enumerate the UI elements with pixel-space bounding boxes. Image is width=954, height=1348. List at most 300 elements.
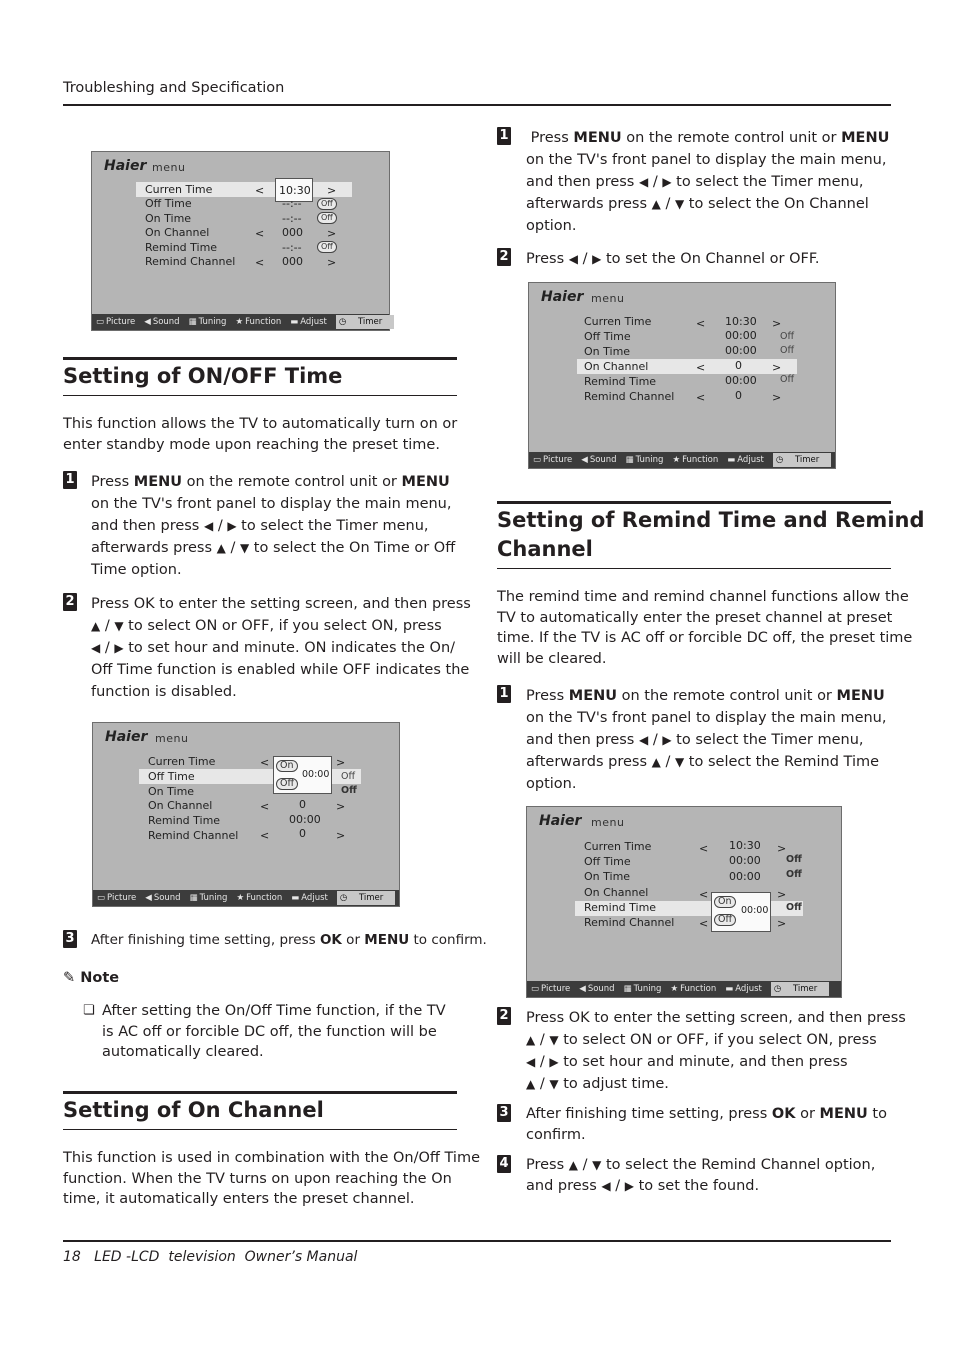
lt: < <box>699 917 709 930</box>
t: on the remote control unit or <box>182 474 402 490</box>
lt: < <box>260 756 270 769</box>
value-on-channel: 000 <box>282 226 303 239</box>
up-arrow-icon: ▲ <box>526 1077 536 1091</box>
lt: < <box>696 317 706 330</box>
t: and then press <box>91 518 204 534</box>
step-3-onoff <box>91 929 487 951</box>
right-arrow-icon: ▶ <box>549 1055 559 1069</box>
footer-rule <box>63 1240 891 1242</box>
star-icon: ★ <box>236 893 245 903</box>
t: to set the found. <box>638 1177 760 1194</box>
bar-timer-label: Timer <box>357 317 383 327</box>
off-word: Off <box>786 869 802 880</box>
t: to select the On Channel <box>688 196 869 212</box>
t: The remind time and remind channel functions allow the <box>497 589 909 605</box>
step-number-4: 4 <box>497 1155 511 1173</box>
bar-timer-label: Timer <box>794 455 820 465</box>
right-arrow-icon: ▶ <box>662 733 672 747</box>
lt: < <box>696 391 706 404</box>
down-arrow-icon: ▼ <box>549 1033 559 1047</box>
t: MENU <box>568 688 618 704</box>
t: / <box>213 518 228 534</box>
t: MENU <box>819 1106 868 1122</box>
on-pill: On <box>714 896 736 908</box>
t: to adjust time. <box>563 1076 669 1092</box>
step-number-3: 3 <box>63 930 77 948</box>
t: After finishing time setting, press <box>526 1106 772 1122</box>
menu-word: menu <box>152 161 186 174</box>
t: function. When the TV turns on upon reaching the On <box>63 1170 452 1187</box>
value-clock: 00:00 <box>302 769 330 780</box>
label-on-channel: On Channel <box>584 360 649 373</box>
intro-remind <box>497 587 912 669</box>
grid-icon: ▦ <box>189 893 198 903</box>
label-remind-time: Remind Time <box>148 814 221 827</box>
t: Press <box>526 688 569 704</box>
step-number-2: 2 <box>497 248 511 266</box>
t: This function is used in combination with the On/Off Time <box>63 1150 481 1166</box>
gt: > <box>772 391 782 404</box>
up-arrow-icon: ▲ <box>568 1158 579 1172</box>
t: is AC off or forcible DC off, the function will be <box>102 1023 437 1040</box>
step-2-onoff <box>91 593 471 703</box>
adjust-icon: ▬ <box>725 984 734 994</box>
lt: < <box>255 256 265 269</box>
menu-word: menu <box>591 816 625 829</box>
left-arrow-icon: ◀ <box>638 175 649 189</box>
label-remind-channel: Remind Channel <box>584 390 675 403</box>
value-remind-time: --:-- <box>282 241 302 254</box>
t: Press <box>91 474 134 490</box>
t: to select the Remind Channel option, <box>605 1157 876 1173</box>
grid-icon: ▦ <box>188 317 197 327</box>
off-word: Off <box>780 345 795 356</box>
t: / <box>535 1032 550 1048</box>
intro-line: enter standby mode upon reaching the preset time. <box>63 436 440 453</box>
bar-tuning: Tuning <box>633 984 662 994</box>
bar-adjust: Adjust <box>300 317 327 327</box>
t: / <box>225 540 240 556</box>
clock-icon: ◷ <box>339 893 350 903</box>
bar-timer <box>773 453 831 467</box>
t: MENU <box>364 932 410 948</box>
bar-function: Function <box>680 984 717 994</box>
page-footer: 18 LED -LCD television Owner’s Manual <box>63 1249 358 1265</box>
haier-logo: Haier <box>539 813 582 829</box>
bar-sound: Sound <box>153 893 181 903</box>
t: to select the On Time or Off <box>253 540 456 556</box>
star-icon: ★ <box>672 455 681 465</box>
lt: < <box>255 227 265 240</box>
label-curren-time: Curren Time <box>145 183 213 196</box>
off-word: Off <box>786 854 802 865</box>
running-header: Troubleshing and Specification <box>63 80 285 96</box>
star-icon: ★ <box>670 984 679 994</box>
on-pill: On <box>276 760 298 772</box>
t: to select ON or OFF, if you select ON, press <box>563 1032 877 1048</box>
bar-function: Function <box>682 455 719 465</box>
t: or <box>795 1106 820 1122</box>
bar-timer <box>336 315 394 329</box>
t: afterwards press <box>526 754 652 770</box>
label-on-channel: On Channel <box>148 799 213 812</box>
checkbox-icon: ❏ <box>83 1003 95 1018</box>
t: and press <box>526 1177 602 1194</box>
t: afterwards press <box>526 196 652 212</box>
t: to set hour and minute. ON indicates the On/ <box>128 640 456 656</box>
t: Time option. <box>91 562 182 578</box>
off-word: Off <box>780 331 795 342</box>
value-off-time: 00:00 <box>729 854 761 867</box>
right-arrow-icon: ▶ <box>662 175 672 189</box>
t: time, it automatically enters the preset channel. <box>63 1191 415 1207</box>
note-text <box>102 1001 446 1063</box>
bar-adjust: Adjust <box>735 984 762 994</box>
gt: > <box>777 917 787 930</box>
label-on-time: On Time <box>148 785 195 798</box>
header-rule <box>63 104 891 106</box>
label-on-time: On Time <box>145 212 192 225</box>
t: OK <box>771 1106 796 1122</box>
value-curren-time: 10:30 <box>729 839 761 852</box>
bar-adjust: Adjust <box>301 893 328 903</box>
menu-screenshot-offtime <box>92 722 400 907</box>
t: Press <box>526 1157 569 1173</box>
step-1-onchannel <box>526 127 889 237</box>
section-bottom-rule <box>63 395 457 396</box>
picture-icon: ▭ <box>96 317 105 327</box>
haier-logo: Haier <box>104 158 147 174</box>
t: Press <box>530 130 574 146</box>
up-arrow-icon: ▲ <box>651 197 661 211</box>
t: on the remote control unit or <box>621 130 842 146</box>
right-arrow-icon: ▶ <box>592 252 602 266</box>
t: / <box>648 174 663 190</box>
up-arrow-icon: ▲ <box>91 619 101 633</box>
value-curren-time: 10:30 <box>725 315 757 328</box>
off-pill: Off <box>317 212 337 224</box>
up-arrow-icon: ▲ <box>216 541 226 555</box>
t: function is disabled. <box>91 684 237 700</box>
menu-screenshot-onoff <box>91 151 390 331</box>
value-clock: 00:00 <box>741 905 769 916</box>
up-arrow-icon: ▲ <box>651 755 661 769</box>
t: After setting the On/Off Time function, if the TV <box>102 1003 446 1019</box>
left-arrow-icon: ◀ <box>601 1178 611 1193</box>
off-pill: Off <box>317 241 337 253</box>
t: or <box>341 932 365 948</box>
t: on the TV's front panel to display the main menu, <box>91 496 452 512</box>
down-arrow-icon: ▼ <box>674 755 685 769</box>
bar-picture: Picture <box>106 317 136 327</box>
bar-tuning: Tuning <box>635 455 664 465</box>
label-remind-channel: Remind Channel <box>145 255 236 268</box>
label-remind-time: Remind Time <box>145 241 218 254</box>
t: MENU <box>836 688 885 704</box>
clock-icon: ◷ <box>773 984 784 994</box>
step-number-3: 3 <box>497 1104 511 1122</box>
bar-picture: Picture <box>541 984 571 994</box>
t: to select the Timer menu, <box>241 518 429 534</box>
t: to confirm. <box>409 932 487 948</box>
haier-logo: Haier <box>541 289 584 305</box>
t: / <box>648 732 663 748</box>
t: and then press <box>526 174 639 190</box>
step-number-1: 1 <box>497 127 511 145</box>
t: / <box>610 1177 625 1194</box>
down-arrow-icon: ▼ <box>674 197 685 211</box>
label-curren-time: Curren Time <box>148 755 216 768</box>
gt: > <box>327 256 337 269</box>
gt: > <box>336 756 346 769</box>
adjust-icon: ▬ <box>291 893 300 903</box>
label-remind-channel: Remind Channel <box>148 829 239 842</box>
off-pill: Off <box>276 778 298 790</box>
lt: < <box>260 829 270 842</box>
t: Setting of Remind Time and Remind <box>497 508 925 532</box>
step-number-1: 1 <box>63 471 77 489</box>
t: After finishing time setting, press <box>91 932 320 948</box>
speaker-icon: ◀ <box>144 317 151 327</box>
menu-word: menu <box>155 732 189 745</box>
down-arrow-icon: ▼ <box>549 1077 559 1091</box>
section-title-remind <box>497 506 925 564</box>
gt: > <box>777 842 787 855</box>
off-word: Off <box>786 902 802 913</box>
t: Press <box>526 251 569 267</box>
off-word: Off <box>341 771 356 782</box>
step-1-onoff <box>91 471 455 581</box>
picture-icon: ▭ <box>97 893 106 903</box>
section-top-rule <box>497 501 891 504</box>
bar-tuning: Tuning <box>199 893 228 903</box>
picture-icon: ▭ <box>531 984 540 994</box>
value-on-time: 00:00 <box>729 870 761 883</box>
down-arrow-icon: ▼ <box>592 1158 602 1172</box>
menu-bottom-bar <box>93 890 399 906</box>
t: to set hour and minute, and then press <box>563 1054 848 1070</box>
speaker-icon: ◀ <box>579 984 586 994</box>
step-number-1: 1 <box>497 685 511 703</box>
right-arrow-icon: ▶ <box>227 519 237 533</box>
t: Off Time function is enabled while OFF indicates the <box>91 662 470 678</box>
intro-onoff <box>63 414 457 455</box>
clock-icon: ◷ <box>775 455 786 465</box>
label-off-time: Off Time <box>584 855 631 868</box>
label-on-channel: On Channel <box>584 886 649 899</box>
off-word: Off <box>780 374 795 385</box>
t: OK <box>319 932 342 948</box>
t: Channel <box>497 537 593 561</box>
t: on the TV's front panel to display the main menu, <box>526 152 887 168</box>
bar-timer-label: Timer <box>358 893 384 903</box>
note-title: Note <box>80 970 120 986</box>
label-curren-time: Curren Time <box>584 315 652 328</box>
t: to set the On Channel or OFF. <box>605 251 820 267</box>
menu-screenshot-onchannel <box>528 282 836 469</box>
section-title-onchannel: Setting of On Channel <box>63 1098 324 1122</box>
t: / <box>660 754 675 770</box>
t: / <box>660 196 675 212</box>
off-pill: Off <box>714 914 736 926</box>
t: to select the Timer menu, <box>676 732 864 748</box>
left-arrow-icon: ◀ <box>203 519 214 533</box>
step-number-2: 2 <box>497 1007 511 1025</box>
down-arrow-icon: ▼ <box>114 619 124 633</box>
down-arrow-icon: ▼ <box>239 541 250 555</box>
intro-line: This function allows the TV to automatically turn on or <box>63 416 458 432</box>
section-bottom-rule <box>497 568 891 569</box>
label-remind-time: Remind Time <box>584 375 657 388</box>
label-on-time: On Time <box>584 870 631 883</box>
step-3-remind <box>526 1104 887 1145</box>
value-on-time: 00:00 <box>725 344 757 357</box>
bar-timer <box>771 982 829 996</box>
lt: < <box>699 842 709 855</box>
t: automatically cleared. <box>102 1044 264 1060</box>
t: / <box>578 251 593 267</box>
label-remind-time: Remind Time <box>584 901 657 914</box>
t: Press OK to enter the setting screen, and then press <box>91 596 471 612</box>
right-arrow-icon: ▶ <box>624 1178 634 1193</box>
t: to select the Remind Time <box>688 754 880 770</box>
note-heading <box>63 970 119 986</box>
haier-logo: Haier <box>105 729 148 745</box>
label-off-time: Off Time <box>584 330 631 343</box>
menu-bottom-bar <box>529 452 835 468</box>
bar-function: Function <box>245 317 282 327</box>
section-bottom-rule <box>63 1129 457 1130</box>
speaker-icon: ◀ <box>581 455 588 465</box>
value-off-time: 00:00 <box>725 329 757 342</box>
section-title-onoff: Setting of ON/OFF Time <box>63 364 343 388</box>
bar-sound: Sound <box>152 317 180 327</box>
value-remind-time: 00:00 <box>289 813 321 826</box>
bar-adjust: Adjust <box>737 455 764 465</box>
t: TV to automatically enter the preset channel at preset <box>497 609 893 626</box>
pencil-icon: ✎ <box>63 970 76 986</box>
lt: < <box>699 888 709 901</box>
menu-word: menu <box>591 292 625 305</box>
intro-onchannel <box>63 1148 480 1210</box>
bar-picture: Picture <box>107 893 137 903</box>
clock-icon: ◷ <box>338 317 349 327</box>
value-remind-channel: 0 <box>735 389 742 402</box>
t: to <box>867 1106 887 1122</box>
label-curren-time: Curren Time <box>584 840 652 853</box>
picture-icon: ▭ <box>533 455 542 465</box>
gt: > <box>336 800 346 813</box>
lt: < <box>696 361 706 374</box>
label-remind-channel: Remind Channel <box>584 916 675 929</box>
value-on-channel: 0 <box>735 359 742 372</box>
t: time. If the TV is AC off or forcible DC off, the preset time <box>497 630 913 646</box>
t: MENU <box>133 474 183 490</box>
grid-icon: ▦ <box>625 455 634 465</box>
t: / <box>535 1054 550 1070</box>
left-arrow-icon: ◀ <box>638 733 649 747</box>
gt: > <box>327 227 337 240</box>
t: to select the Timer menu, <box>676 174 864 190</box>
value-curren-time: 10:30 <box>279 184 311 197</box>
t: / <box>100 618 115 634</box>
adjust-icon: ▬ <box>727 455 736 465</box>
off-word: Off <box>341 785 357 796</box>
right-arrow-icon: ▶ <box>114 641 124 655</box>
value-remind-channel: 000 <box>282 255 303 268</box>
off-pill: Off <box>317 198 337 210</box>
t: afterwards press <box>91 540 217 556</box>
up-arrow-icon: ▲ <box>526 1033 536 1047</box>
label-off-time: Off Time <box>145 197 192 210</box>
label-on-time: On Time <box>584 345 631 358</box>
value-on-time: --:-- <box>282 212 302 225</box>
t: MENU <box>401 474 450 490</box>
value-off-time: --:-- <box>282 197 302 210</box>
grid-icon: ▦ <box>623 984 632 994</box>
bar-sound: Sound <box>587 984 615 994</box>
t: option. <box>526 776 577 792</box>
left-arrow-icon: ◀ <box>526 1055 536 1069</box>
left-arrow-icon: ◀ <box>91 641 101 655</box>
section-top-rule <box>63 1091 457 1094</box>
bar-timer <box>337 891 395 905</box>
label-on-channel: On Channel <box>145 226 210 239</box>
t: to select ON or OFF, if you select ON, press <box>123 618 442 634</box>
gt: > <box>336 829 346 842</box>
menu-screenshot-remind <box>526 806 842 998</box>
menu-bottom-bar <box>527 981 841 997</box>
t: / <box>535 1076 550 1092</box>
left-arrow-icon: ◀ <box>568 252 579 266</box>
value-on-channel: 0 <box>299 798 306 811</box>
gt: > <box>772 317 782 330</box>
bar-sound: Sound <box>589 455 617 465</box>
lt: < <box>255 184 265 197</box>
value-remind-time: 00:00 <box>725 374 757 387</box>
t: MENU <box>841 130 890 146</box>
gt: > <box>772 361 782 374</box>
t: on the remote control unit or <box>617 688 837 704</box>
bar-timer-label: Timer <box>792 984 818 994</box>
t: / <box>100 640 115 656</box>
bar-picture: Picture <box>543 455 573 465</box>
bar-tuning: Tuning <box>198 317 227 327</box>
step-2-onchannel <box>526 248 819 270</box>
gt: > <box>327 184 337 197</box>
speaker-icon: ◀ <box>145 893 152 903</box>
step-1-remind <box>526 685 886 795</box>
step-number-2: 2 <box>63 593 77 611</box>
t: MENU <box>573 130 622 146</box>
t: / <box>578 1157 593 1173</box>
value-remind-channel: 0 <box>299 827 306 840</box>
t: will be cleared. <box>497 650 607 667</box>
adjust-icon: ▬ <box>290 317 299 327</box>
t: on the TV's front panel to display the main menu, <box>526 710 887 726</box>
t: confirm. <box>526 1126 586 1143</box>
menu-bottom-bar <box>92 314 389 330</box>
t: option. <box>526 218 577 234</box>
t: and then press <box>526 732 639 748</box>
label-off-time: Off Time <box>148 770 195 783</box>
bar-function: Function <box>246 893 283 903</box>
step-2-remind <box>526 1007 906 1095</box>
lt: < <box>260 800 270 813</box>
star-icon: ★ <box>235 317 244 327</box>
section-top-rule <box>63 357 457 360</box>
t: Press OK to enter the setting screen, and then press <box>526 1010 906 1026</box>
